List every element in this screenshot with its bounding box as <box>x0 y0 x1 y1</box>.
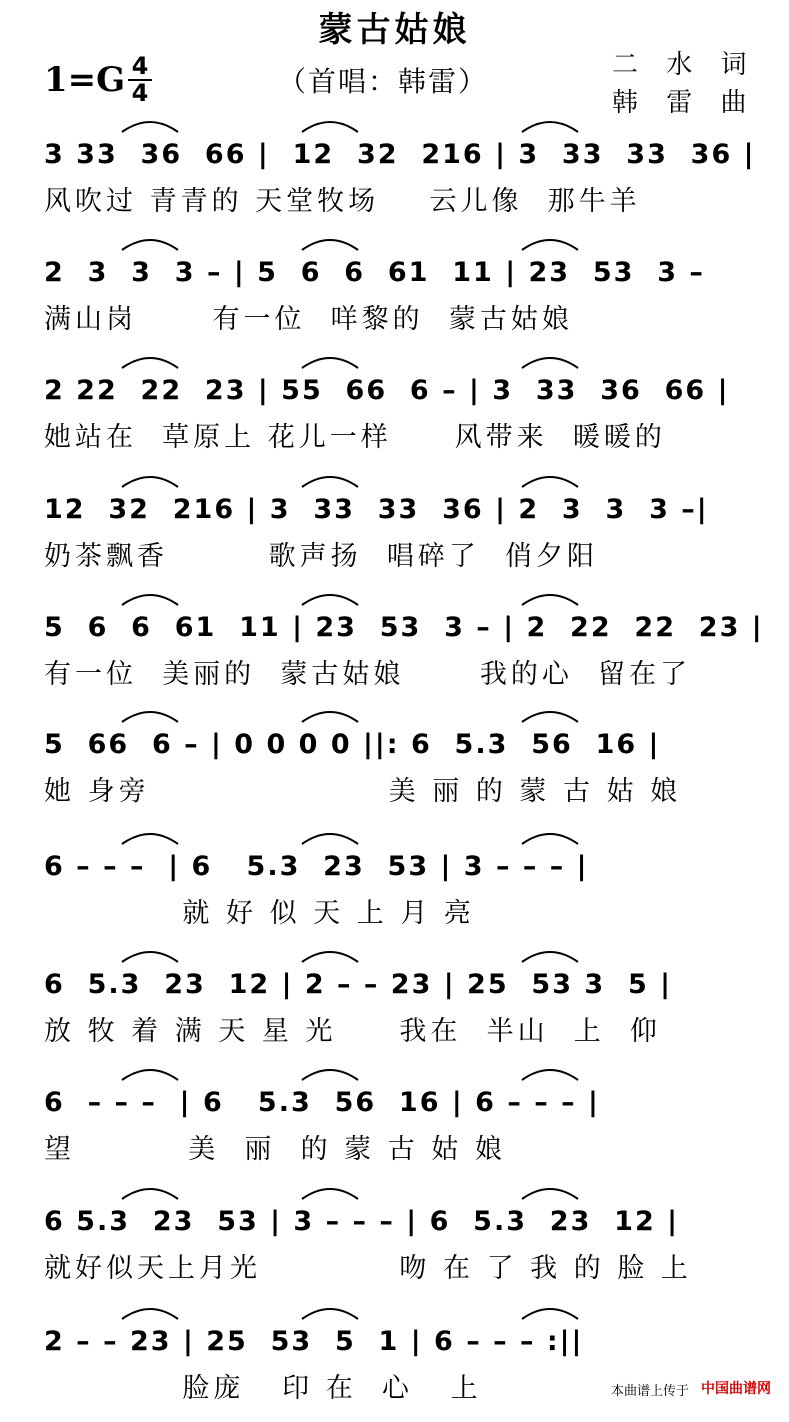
notation-line: 2 3 3 3 – | 5 6 6 61 11 | 23 53 3 – <box>44 257 705 288</box>
meter-bottom: 4 <box>128 79 152 106</box>
lyrics-line: 望 美 丽 的 蒙 古 姑 娘 <box>44 1134 506 1165</box>
notation-line: 2 – – 23 | 25 53 5 1 | 6 – – – :|| <box>44 1326 584 1357</box>
lyrics-line: 风吹过 青青的 天堂牧场 云儿像 那牛羊 <box>44 186 641 217</box>
lyrics-line: 脸庞 印 在 心 上 <box>44 1373 482 1404</box>
key-signature: 1=G <box>44 60 126 100</box>
score-system <box>0 465 789 590</box>
score-system <box>0 228 789 353</box>
lyrics-line: 她站在 草原上 花儿一样 风带来 暖暖的 <box>44 422 666 453</box>
notation-line: 5 66 6 – | 0 0 0 0 ||: 6 5.3 56 16 | <box>44 729 661 760</box>
notation-line: 5 6 6 61 11 | 23 53 3 – | 2 22 22 23 | <box>44 612 764 643</box>
score-system <box>0 1058 789 1183</box>
score-system <box>0 940 789 1065</box>
score-system <box>0 346 789 471</box>
meter-top: 4 <box>131 52 149 80</box>
notation-line: 3 33 36 66 | 12 32 216 | 3 33 33 36 | <box>44 139 756 170</box>
singer-credit: （首唱：韩雷） <box>278 65 489 98</box>
lyrics-line: 放 牧 着 满 天 星 光 我在 半山 上 仰 <box>44 1016 661 1047</box>
score-system <box>0 110 789 235</box>
notation-line: 6 – – – | 6 5.3 56 16 | 6 – – – | <box>44 1087 600 1118</box>
lyrics-line: 奶茶飘香 歌声扬 唱碎了 俏夕阳 <box>44 541 598 572</box>
score-system <box>0 1177 789 1302</box>
score-system <box>0 822 789 947</box>
site-logo: 中国曲谱网 <box>701 1381 771 1397</box>
composer-credit: 韩 雷 曲 <box>612 88 757 118</box>
lyrics-line: 就好似天上月光 吻 在 了 我 的 脸 上 <box>44 1253 692 1284</box>
upload-note: 本曲谱上传于 <box>610 1384 689 1399</box>
lyrics-line: 满山岗 有一位 咩黎的 蒙古姑娘 <box>44 304 573 335</box>
lyricist-credit: 二 水 词 <box>612 50 757 80</box>
score-system <box>0 583 789 708</box>
score-system <box>0 1297 789 1422</box>
notation-line: 6 – – – | 6 5.3 23 53 | 3 – – – | <box>44 851 589 882</box>
notation-line: 6 5.3 23 53 | 3 – – – | 6 5.3 23 12 | <box>44 1206 679 1237</box>
lyrics-line: 有一位 美丽的 蒙古姑娘 我的心 留在了 <box>44 659 691 690</box>
song-title: 蒙古姑娘 <box>318 10 471 50</box>
notation-line: 12 32 216 | 3 33 33 36 | 2 3 3 3 –| <box>44 494 709 525</box>
notation-line: 2 22 22 23 | 55 66 6 – | 3 33 36 66 | <box>44 375 730 406</box>
time-signature <box>128 54 152 106</box>
lyrics-line: 她 身旁 美 丽 的 蒙 古 姑 娘 <box>44 776 682 807</box>
lyrics-line: 就 好 似 天 上 月 亮 <box>44 898 475 929</box>
score-system <box>0 700 789 825</box>
notation-line: 6 5.3 23 12 | 2 – – 23 | 25 53 3 5 | <box>44 969 673 1000</box>
